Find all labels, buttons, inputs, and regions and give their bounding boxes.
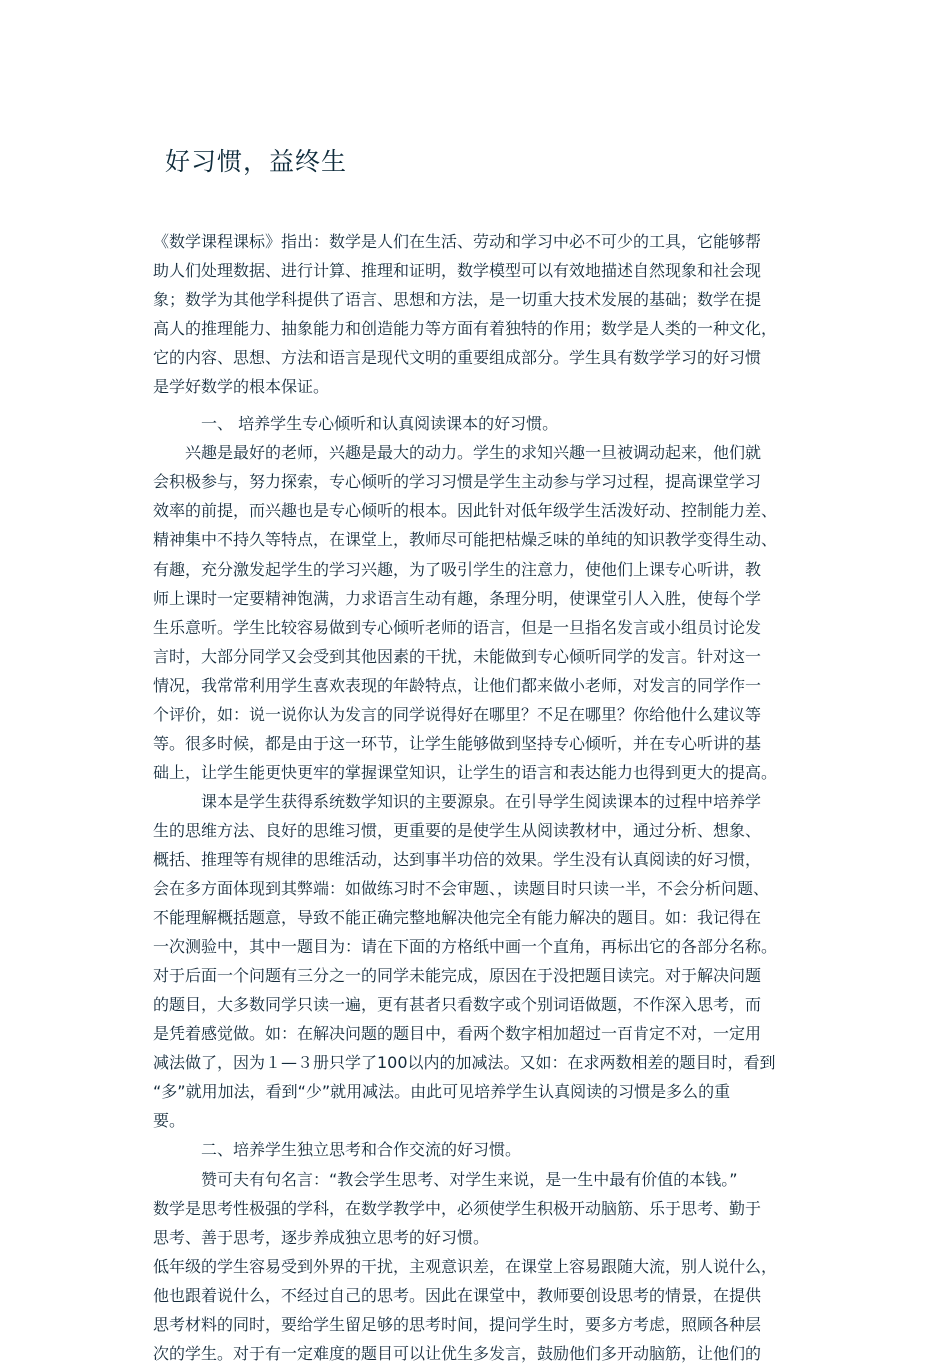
text-line: 要。 bbox=[153, 1111, 186, 1131]
text-line: 效率的前提，而兴趣也是专心倾听的根本。因此针对低年级学生活泼好动、控制能力差、 bbox=[153, 501, 778, 521]
text-line: 师上课时一定要精神饱满，力求语言生动有趣，条理分明，使课堂引人入胜，使每个学 bbox=[153, 588, 762, 608]
text-line: 言时，大部分同学又会受到其他因素的干扰，未能做到专心倾听同学的发言。针对这一 bbox=[153, 646, 762, 666]
text-line: 思考材料的同时，要给学生留足够的思考时间，提问学生时，要多方考虑，照顾各种层 bbox=[153, 1314, 762, 1334]
text-line: 对于后面一个问题有三分之一的同学未能完成，原因在于没把题目读完。对于解决问题 bbox=[153, 966, 762, 986]
text-line: 情况，我常常利用学生喜欢表现的年龄特点，让他们都来做小老师，对发言的同学作一 bbox=[153, 675, 762, 695]
text-line: 是凭着感觉做。如：在解决问题的题目中，看两个数字相加超过一百肯定不对，一定用 bbox=[153, 1024, 762, 1044]
text-line: 象；数学为其他学科提供了语言、思想和方法，是一切重大技术发展的基础；数学在提 bbox=[153, 290, 762, 310]
text-line: 生乐意听。学生比较容易做到专心倾听老师的语言，但是一旦指名发言或小组员讨论发 bbox=[153, 617, 762, 637]
text-line: 高人的推理能力、抽象能力和创造能力等方面有着独特的作用；数学是人类的一种文化， bbox=[153, 319, 778, 339]
text-line: 会积极参与，努力探索，专心倾听的学习习惯是学生主动参与学习过程，提高课堂学习 bbox=[153, 472, 762, 492]
document-title: 好习惯，益终生 bbox=[165, 147, 348, 176]
text-line: 一、 培养学生专心倾听和认真阅读课本的好习惯。 bbox=[201, 414, 559, 434]
text-line: 次的学生。对于有一定难度的题目可以让优生多发言，鼓励他们多开动脑筋，让他们的 bbox=[153, 1343, 762, 1363]
text-line: 不能理解概括题意，导致不能正确完整地解决他完全有能力解决的题目。如：我记得在 bbox=[153, 908, 762, 928]
text-line: 《数学课程课标》指出：数学是人们在生活、劳动和学习中必不可少的工具，它能够帮 bbox=[153, 232, 762, 251]
text-line: 减法做了，因为１—３册只学了100以内的加减法。又如：在求两数相差的题目时，看到 bbox=[153, 1053, 776, 1073]
text-line: 思考、善于思考，逐步养成独立思考的好习惯。 bbox=[153, 1227, 490, 1247]
text-line: 二、培养学生独立思考和合作交流的好习惯。 bbox=[201, 1140, 522, 1160]
text-line: 一次测验中，其中一题目为：请在下面的方格纸中画一个直角，再标出它的各部分名称。 bbox=[153, 937, 778, 957]
text-line: 个评价，如：说一说你认为发言的同学说得好在哪里？不足在哪里？你给他什么建议等 bbox=[153, 704, 762, 724]
text-line: 生的思维方法、良好的思维习惯，更重要的是使学生从阅读教材中，通过分析、想象、 bbox=[153, 820, 762, 840]
text-line: 低年级的学生容易受到外界的干扰，主观意识差，在课堂上容易跟随大流，别人说什么， bbox=[153, 1256, 778, 1276]
text-line: 础上，让学生能更快更牢的掌握课堂知识，让学生的语言和表达能力也得到更大的提高。 bbox=[153, 762, 778, 782]
text-line: “多”就用加法，看到“少”就用减法。由此可见培养学生认真阅读的习惯是多么的重 bbox=[153, 1082, 731, 1102]
text-line: 赞可夫有句名言：“教会学生思考、对学生来说，是一生中最有价值的本钱。” bbox=[201, 1169, 738, 1189]
text-line: 他也跟着说什么，不经过自己的思考。因此在课堂中，教师要创设思考的情景，在提供 bbox=[153, 1285, 762, 1305]
text-line: 助人们处理数据、进行计算、推理和证明，数学模型可以有效地描述自然现象和社会现 bbox=[153, 261, 762, 281]
text-line: 有趣，充分激发起学生的学习兴趣，为了吸引学生的注意力，使他们上课专心听讲，教 bbox=[153, 559, 762, 579]
text-line: 数学是思考性极强的学科，在数学教学中，必须使学生积极开动脑筋、乐于思考、勤于 bbox=[153, 1198, 762, 1218]
text-line: 它的内容、思想、方法和语言是现代文明的重要组成部分。学生具有数学学习的好习惯 bbox=[153, 348, 762, 368]
text-line: 精神集中不持久等特点，在课堂上，教师尽可能把枯燥乏味的单纯的知识教学变得生动、 bbox=[153, 530, 778, 550]
text-line: 是学好数学的根本保证。 bbox=[153, 377, 330, 397]
text-line: 的题目，大多数同学只读一遍，更有甚者只看数字或个别词语做题，不作深入思考，而 bbox=[153, 995, 762, 1015]
text-line: 概括、推理等有规律的思维活动，达到事半功倍的效果。学生没有认真阅读的好习惯， bbox=[153, 849, 762, 869]
text-line: 课本是学生获得系统数学知识的主要源泉。在引导学生阅读课本的过程中培养学 bbox=[201, 791, 762, 811]
document-body bbox=[153, 227, 813, 1368]
text-line: 兴趣是最好的老师，兴趣是最大的动力。学生的求知兴趣一旦被调动起来，他们就 bbox=[185, 443, 762, 463]
text-line: 会在多方面体现到其弊端：如做练习时不会审题、，读题目时只读一半，不会分析问题、 bbox=[153, 879, 770, 899]
text-line: 等。很多时候，都是由于这一环节，让学生能够做到坚持专心倾听，并在专心听讲的基 bbox=[153, 733, 762, 753]
